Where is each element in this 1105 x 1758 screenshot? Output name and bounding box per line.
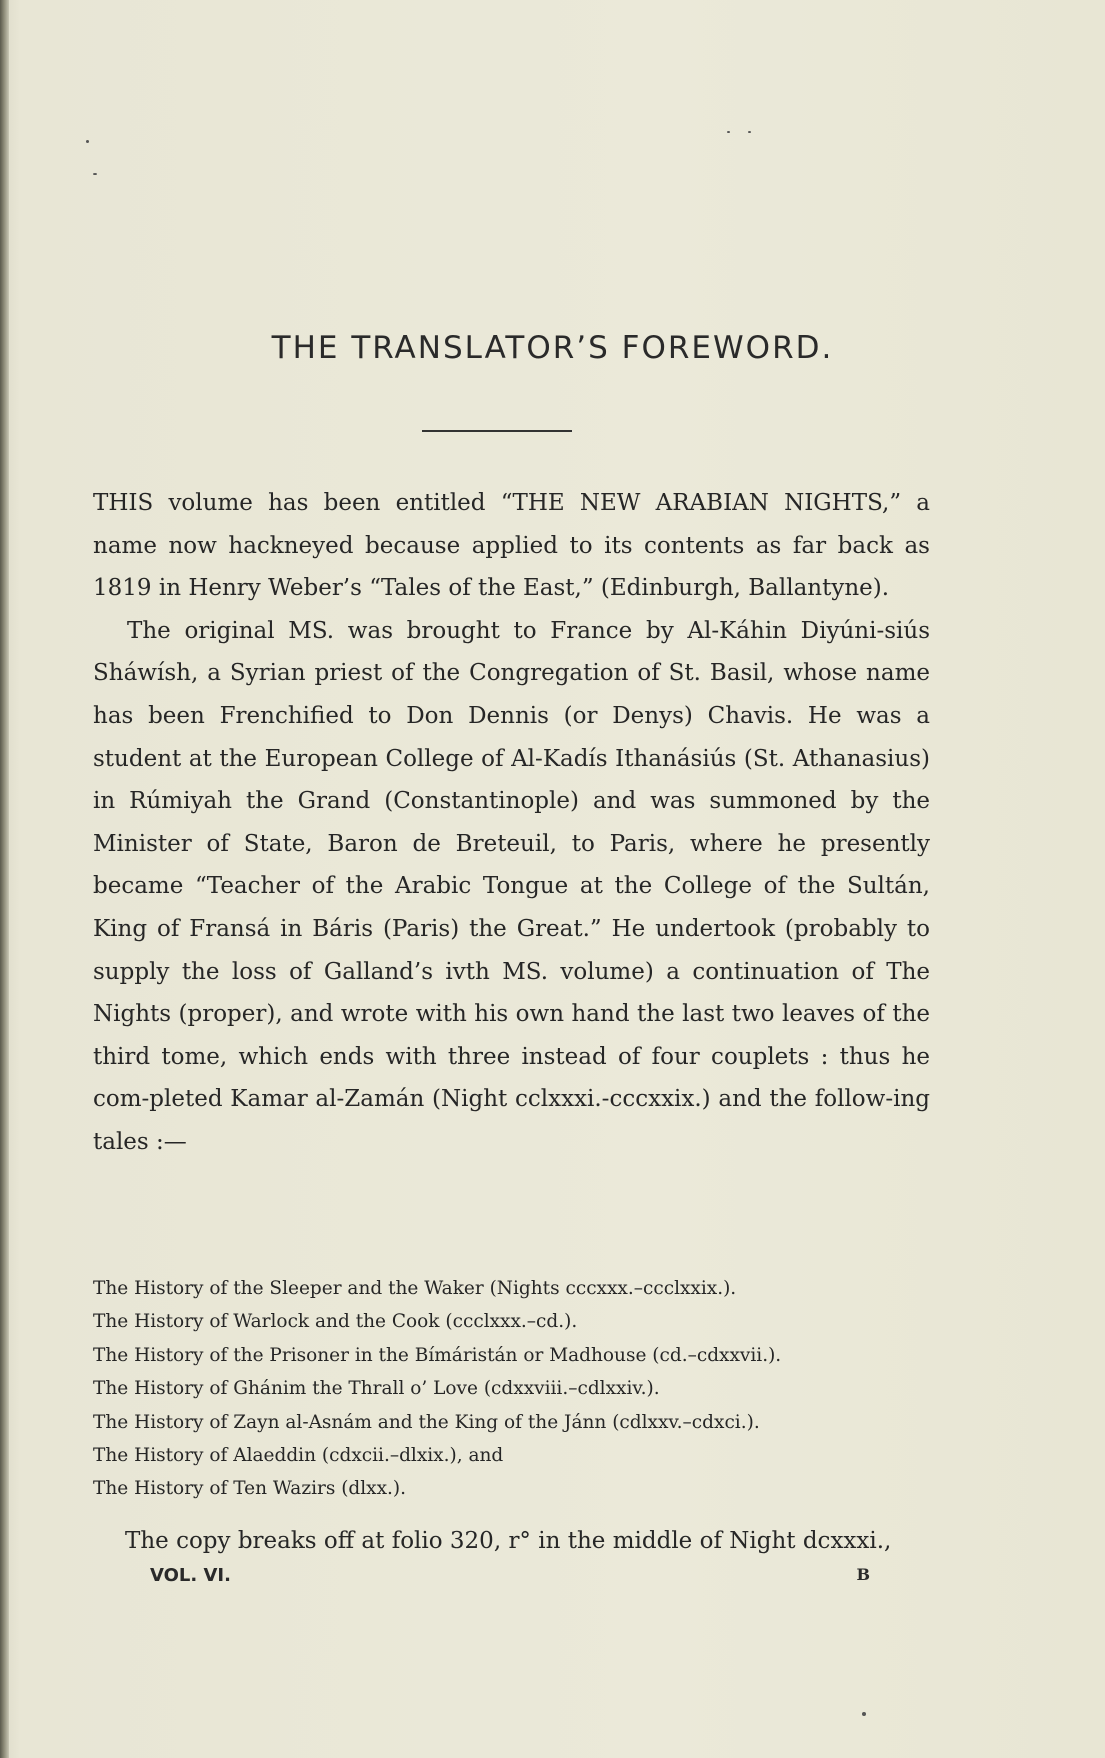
list-item: The History of Ghánim the Thrall o’ Love (cdxxviii.–cdlxxiv.). <box>93 1378 660 1400</box>
signature-mark: B <box>856 1565 870 1584</box>
paper-speck <box>86 140 89 143</box>
list-item: The History of the Prisoner in the Bímáristán or Madhouse (cd.–cdxxvii.). <box>93 1344 782 1366</box>
paragraph-intro: THIS volume has been entitled “THE NEW ARABIAN NIGHTS,” a name now hackneyed because applied to its contents as far back as 1819 in Henry Weber’s “Tales of the East,” (Edinburgh, Ballantyne). <box>93 490 930 602</box>
list-item: The History of Zayn al-Asnám and the King of the Jánn (cdlxxv.–cdxci.). <box>93 1411 760 1433</box>
paper-speck <box>862 1712 866 1716</box>
closing-line: The copy breaks off at folio 320, r° in the middle of Night dcxxxi., <box>125 1528 892 1554</box>
list-item: The History of Ten Wazirs (dlxx.). <box>93 1478 407 1500</box>
page-binding-edge <box>0 0 9 1758</box>
paragraph-manuscript: The original MS. was brought to France by Al-Káhin Diyúni-siús Sháwísh, a Syrian priest of the Congregation of St. Basil, whose name has been Frenchified to Don Dennis (or Denys) Chavis. He was a student at the European College of Al-Kadís Ithanásiús (St. Athanasius) in Rúmiyah the Grand (Constantinople) and was summoned by the Minister of State, Baron de Breteuil, to Paris, where he presently became “Teacher of the Arabic Tongue at the College of the Sultán, King of Fransá in Báris (Paris) the Great.” He undertook (probably to supply the loss of Galland’s ivth MS. volume) a continuation of The Nights (proper), and wrote with his own hand the last two leaves of the third tome, which ends with three instead of four couplets : thus he com-pleted Kamar al-Zamán (Night cclxxxi.-cccxxix.) and the follow-ing tales :— <box>93 617 930 1155</box>
tales-list <box>93 1272 930 1506</box>
paper-speck <box>93 173 97 175</box>
page-title: THE TRANSLATOR’S FOREWORD. <box>271 330 834 366</box>
volume-label: VOL. VI. <box>150 1565 231 1586</box>
paper-speck <box>727 131 730 133</box>
foreword-body <box>93 482 930 1164</box>
title-divider <box>422 430 572 432</box>
page-footer <box>150 1565 870 1586</box>
list-item: The History of Alaeddin (cdxcii.–dlxix.), and <box>93 1445 504 1467</box>
list-item: The History of the Sleeper and the Waker (Nights cccxxx.–ccclxxix.). <box>93 1278 737 1299</box>
list-item: The History of Warlock and the Cook (ccclxxx.–cd.). <box>93 1311 578 1333</box>
paper-speck <box>748 131 751 133</box>
